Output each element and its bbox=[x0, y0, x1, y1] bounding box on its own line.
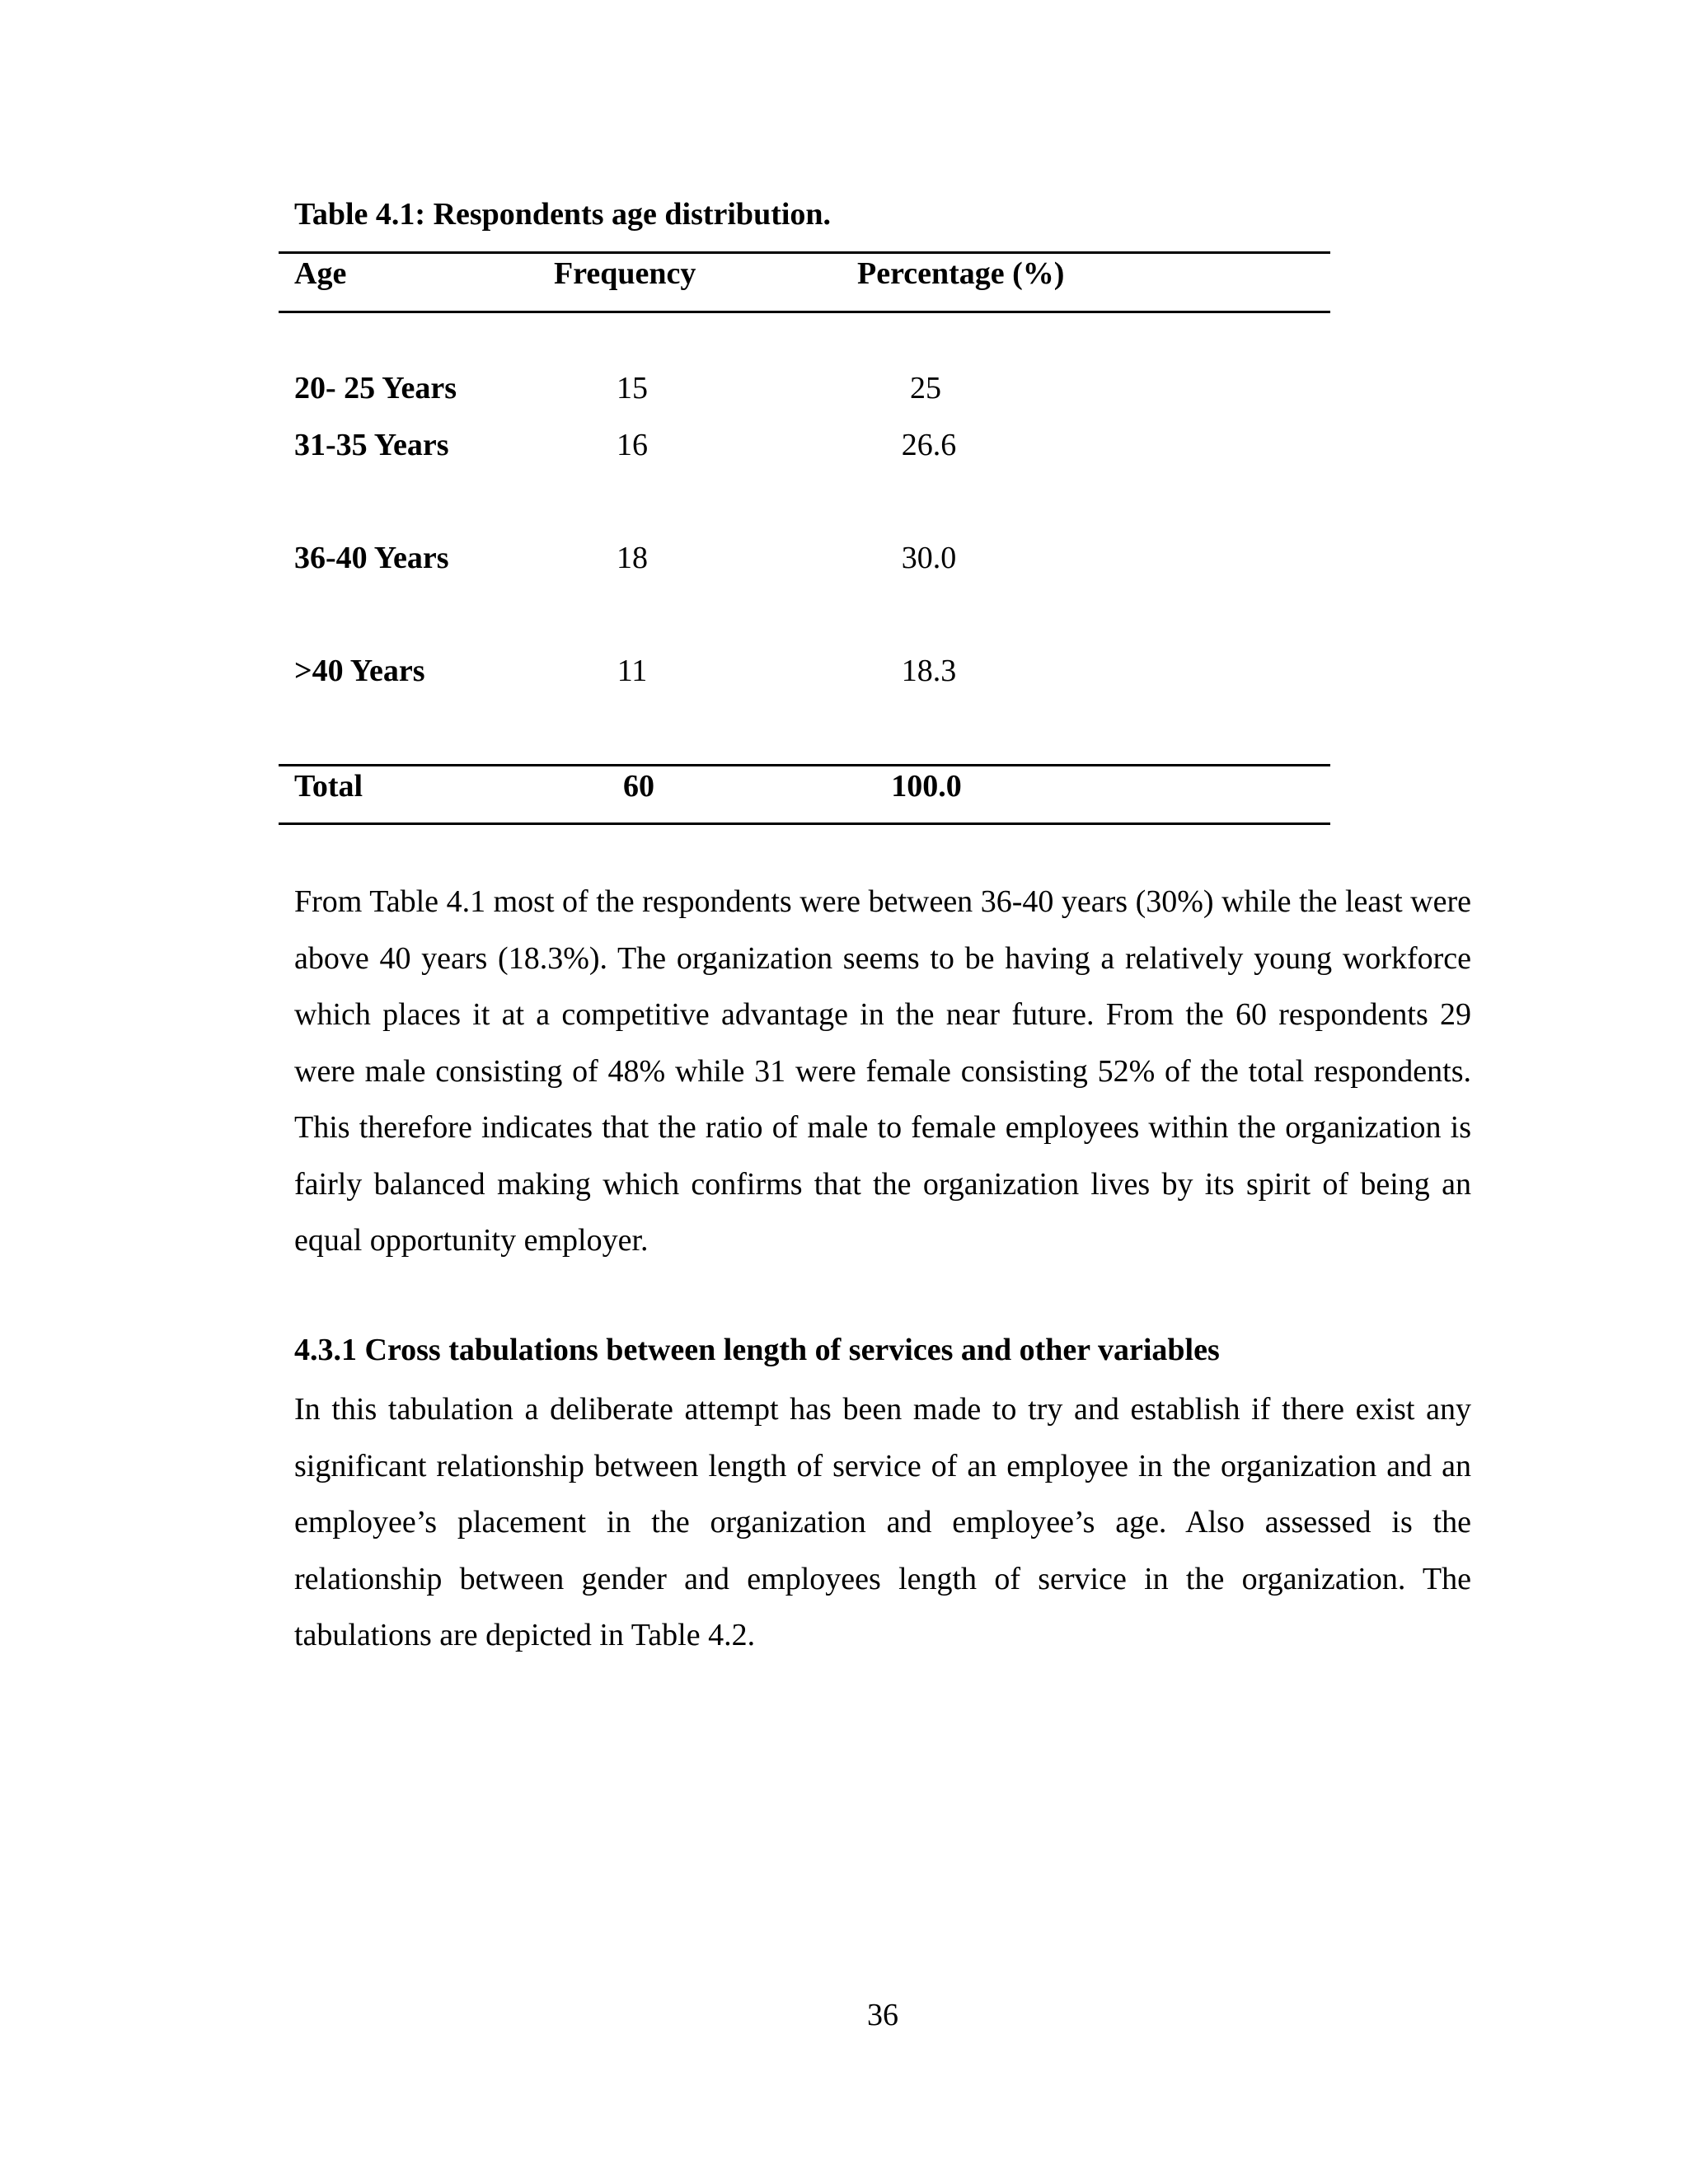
row-percentage: 30.0 bbox=[901, 541, 957, 575]
body-paragraph: In this tabulation a deliberate attempt has been made to try and establish if there exist any significant relationship between length of service of an employee in the organization and an employee’s placement in the organization and employee’s age. Also assessed is the relationship between gender and employees length of service in the organization. The tabulations are depicted in Table 4.2. bbox=[294, 1392, 1471, 1652]
body-paragraph: From Table 4.1 most of the respondents were between 36-40 years (30%) while the least were above 40 years (18.3%). The organization seems to be having a relatively young workforce which places it at a competitive advantage in the near future. From the 60 respondents 29 were male consisting of 48% while 31 were female consisting 52% of the total respondents. This therefore indicates that the ratio of male to female employees within the organization is fairly balanced making which confirms that the organization lives by its spirit of being an equal opportunity employer. bbox=[294, 884, 1471, 1258]
total-frequency: 60 bbox=[623, 769, 654, 804]
row-age: 36-40 Years bbox=[294, 541, 449, 575]
row-age: 20- 25 Years bbox=[294, 371, 457, 405]
row-frequency: 15 bbox=[617, 371, 648, 405]
header-frequency: Frequency bbox=[554, 256, 696, 291]
table-bottom-rule bbox=[279, 823, 1330, 825]
page-number: 36 bbox=[867, 1998, 898, 2032]
total-percentage: 100.0 bbox=[891, 769, 962, 804]
row-percentage: 25 bbox=[910, 371, 941, 405]
total-label: Total bbox=[294, 769, 363, 804]
table-total-rule bbox=[279, 764, 1330, 766]
row-frequency: 18 bbox=[617, 541, 648, 575]
row-percentage: 26.6 bbox=[901, 428, 957, 462]
header-age: Age bbox=[294, 256, 347, 291]
row-frequency: 11 bbox=[617, 654, 648, 688]
table-header-rule bbox=[279, 311, 1330, 313]
section-heading: 4.3.1 Cross tabulations between length of services and other variables bbox=[294, 1333, 1220, 1367]
row-age: >40 Years bbox=[294, 654, 425, 688]
table-caption: Table 4.1: Respondents age distribution. bbox=[294, 197, 832, 232]
row-percentage: 18.3 bbox=[901, 654, 957, 688]
row-age: 31-35 Years bbox=[294, 428, 449, 462]
header-percentage: Percentage (%) bbox=[857, 256, 1065, 291]
table-top-rule bbox=[279, 251, 1330, 254]
row-frequency: 16 bbox=[617, 428, 648, 462]
